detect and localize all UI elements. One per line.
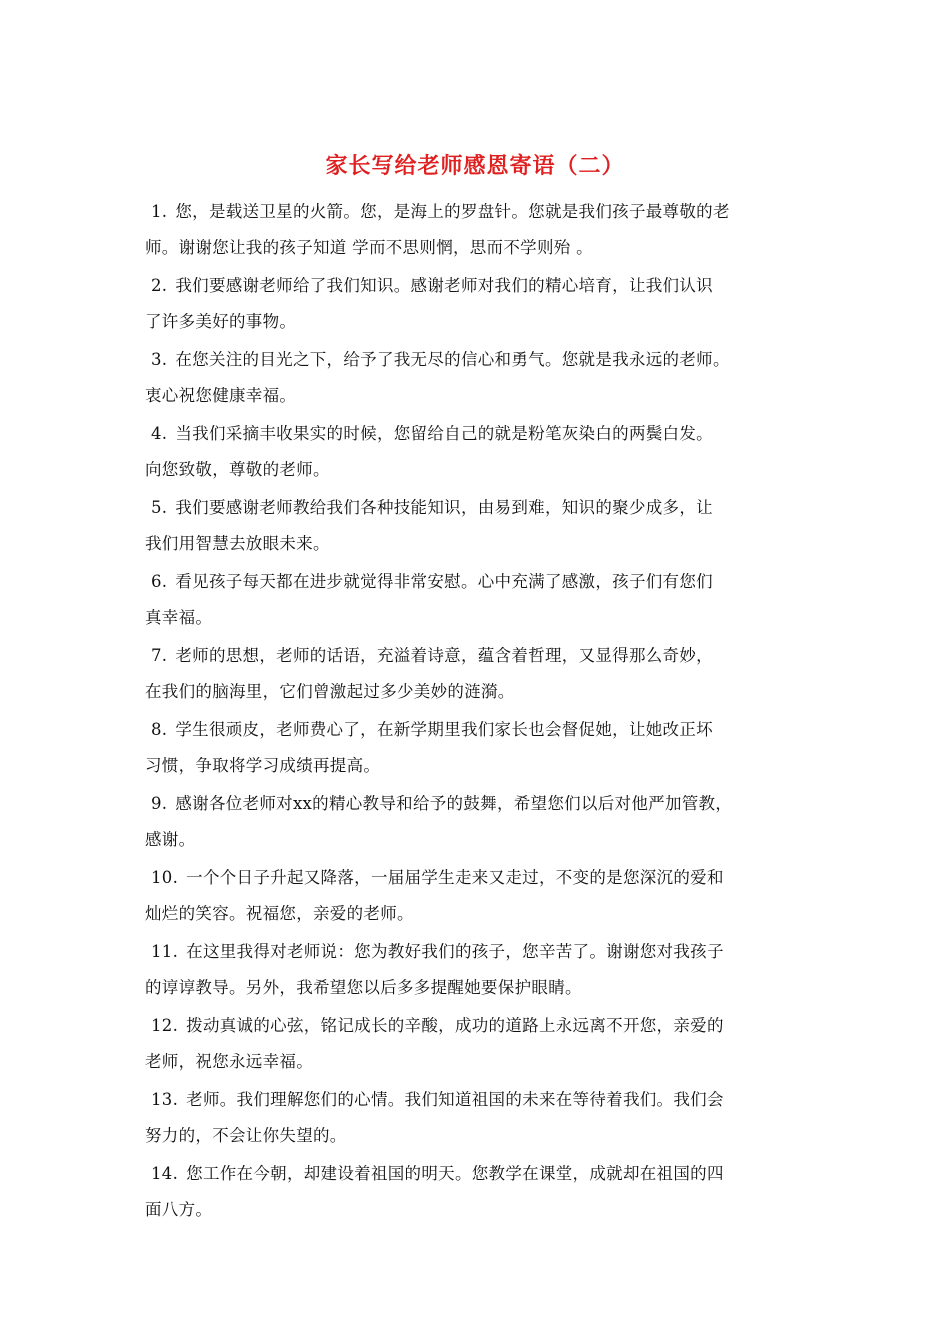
item-number: 1. — [151, 202, 168, 221]
item-text-line2: 真幸福。 — [145, 608, 213, 627]
item-text-line2: 师。谢谢您让我的孩子知道 学而不思则惘，思而不学则殆 。 — [145, 238, 593, 257]
item-number: 13. — [151, 1090, 179, 1109]
item-text-line1: 在您关注的目光之下，给予了我无尽的信心和勇气。您就是我永远的老师。 — [175, 350, 730, 369]
document-title: 家长写给老师感恩寄语（二） — [325, 153, 625, 179]
item-number: 5. — [151, 498, 168, 517]
item-text-line2: 老师，祝您永远幸福。 — [145, 1052, 313, 1071]
list-item — [145, 342, 815, 416]
item-text-line1: 在这里我得对老师说：您为教好我们的孩子，您辛苦了。谢谢您对我孩子 — [186, 942, 724, 961]
item-number: 10. — [151, 868, 179, 887]
list-item — [145, 1008, 815, 1082]
item-text-line2: 习惯，争取将学习成绩再提高。 — [145, 756, 381, 775]
item-number: 6. — [151, 572, 168, 591]
item-text-line1: 我们要感谢老师教给我们各种技能知识，由易到难，知识的聚少成多，让 — [175, 498, 713, 517]
list-item — [145, 194, 815, 268]
list-item — [145, 1156, 815, 1230]
item-text-line2: 感谢。 — [145, 830, 196, 849]
item-text-line1: 学生很顽皮，老师费心了，在新学期里我们家长也会督促她，让她改正坏 — [175, 720, 713, 739]
list-item — [145, 860, 815, 934]
item-text-line1: 您，是载送卫星的火箭。您，是海上的罗盘针。您就是我们孩子最尊敬的老 — [175, 202, 730, 221]
item-text-line2: 衷心祝您健康幸福。 — [145, 386, 297, 405]
item-text-line2: 我们用智慧去放眼未来。 — [145, 534, 330, 553]
list-item — [145, 786, 815, 860]
item-number: 7. — [151, 646, 168, 665]
list-item — [145, 934, 815, 1008]
item-text-line2: 灿烂的笑容。祝福您，亲爱的老师。 — [145, 904, 414, 923]
list-item — [145, 1082, 815, 1156]
list-item — [145, 416, 815, 490]
list-item — [145, 268, 815, 342]
item-text-line2: 向您致敬，尊敬的老师。 — [145, 460, 330, 479]
item-number: 14. — [151, 1164, 179, 1183]
list-item — [145, 564, 815, 638]
item-text-line1: 您工作在今朝，却建设着祖国的明天。您教学在课堂，成就却在祖国的四 — [186, 1164, 724, 1183]
item-number: 12. — [151, 1016, 179, 1035]
item-text-line1: 看见孩子每天都在进步就觉得非常安慰。心中充满了感激，孩子们有您们 — [175, 572, 713, 591]
item-number: 4. — [151, 424, 168, 443]
list-item — [145, 712, 815, 786]
item-text-line2: 面八方。 — [145, 1200, 213, 1219]
item-text-line2: 的谆谆教导。另外，我希望您以后多多提醒她要保护眼睛。 — [145, 978, 582, 997]
item-text-line1: 我们要感谢老师给了我们知识。感谢老师对我们的精心培育，让我们认识 — [175, 276, 713, 295]
item-text-line2: 了许多美好的事物。 — [145, 312, 297, 331]
item-text-line2: 努力的，不会让你失望的。 — [145, 1126, 347, 1145]
item-number: 2. — [151, 276, 168, 295]
item-text-line1: 一个个日子升起又降落，一届届学生走来又走过，不变的是您深沉的爱和 — [186, 868, 724, 887]
item-number: 3. — [151, 350, 168, 369]
item-number: 8. — [151, 720, 168, 739]
item-text-line1: 老师。我们理解您们的心情。我们知道祖国的未来在等待着我们。我们会 — [186, 1090, 724, 1109]
list-item — [145, 490, 815, 564]
list-item — [145, 638, 815, 712]
item-text-line1: 拨动真诚的心弦，铭记成长的辛酸，成功的道路上永远离不开您，亲爱的 — [186, 1016, 724, 1035]
item-text-line1: 感谢各位老师对xx的精心教导和给予的鼓舞，希望您们以后对他严加管教， — [175, 794, 733, 813]
item-number: 9. — [151, 794, 168, 813]
item-text-line1: 老师的思想，老师的话语，充溢着诗意，蕴含着哲理，又显得那么奇妙， — [175, 646, 713, 665]
item-list — [145, 194, 815, 1230]
item-text-line2: 在我们的脑海里，它们曾激起过多少美妙的涟漪。 — [145, 682, 515, 701]
item-text-line1: 当我们采摘丰收果实的时候，您留给自己的就是粉笔灰染白的两鬓白发。 — [175, 424, 713, 443]
item-number: 11. — [151, 942, 179, 961]
